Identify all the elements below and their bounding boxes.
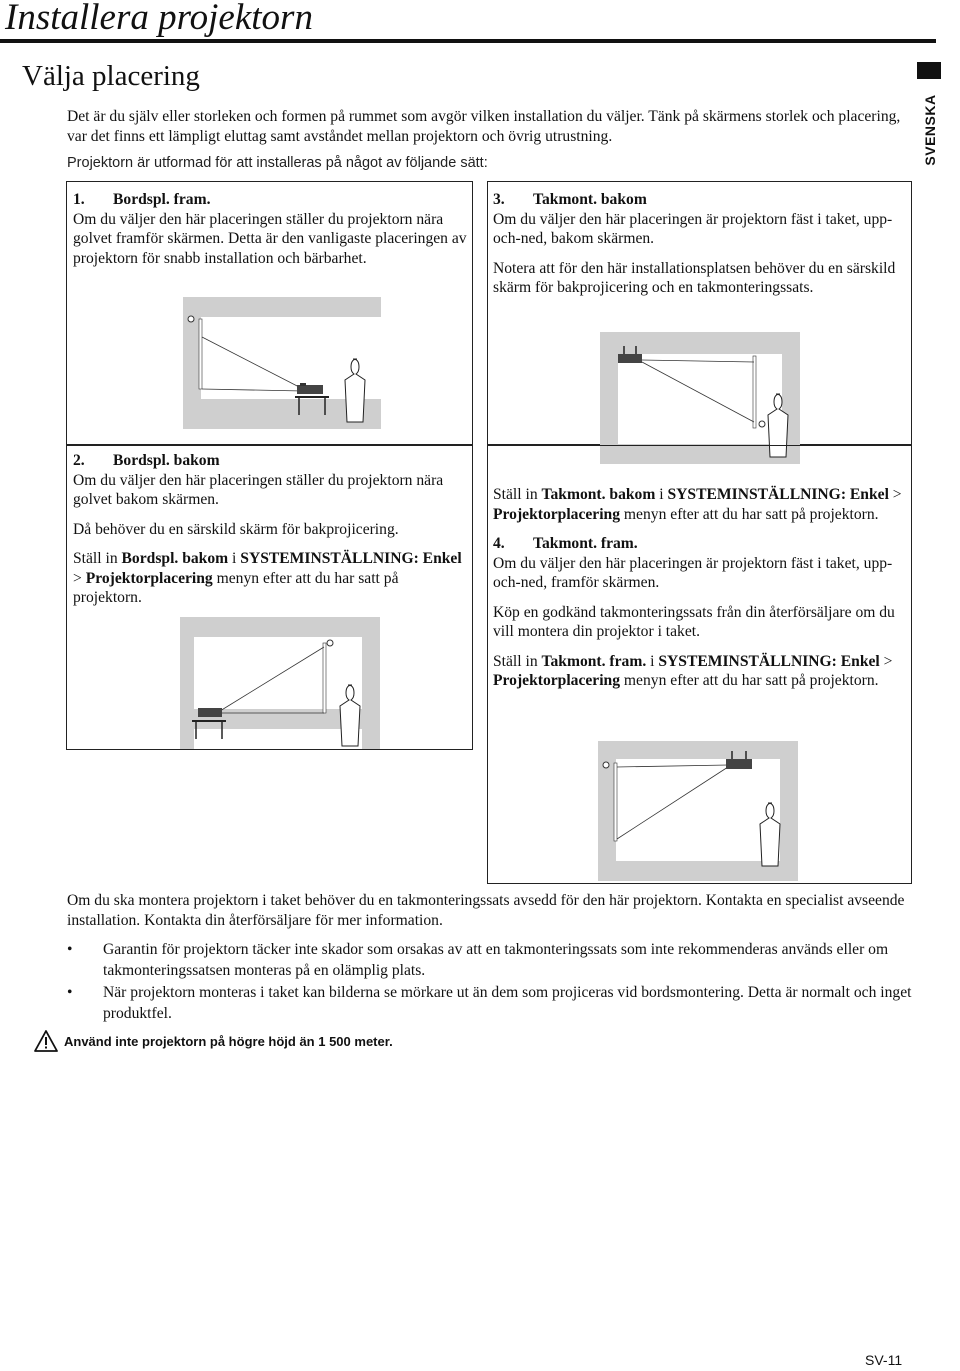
floor-rear-diagram	[180, 617, 380, 749]
intro-paragraph: Det är du själv eller storleken och formen på rummet som avgör vilken installation du väljer. Tänk på skärmens storlek och placering, var det finns ett lämpligt eluttag samt avståndet mellan projektorn och övrig utrustning.	[67, 108, 901, 145]
floor-front-diagram	[183, 297, 383, 429]
option-3-description: Om du väljer den här placeringen är projektorn fäst i taket, upp-och-ned, bakom skärmen.	[493, 210, 893, 247]
option-4-description: Om du väljer den här placeringen är projektorn fäst i taket, upp-och-ned, framför skärmen.	[493, 554, 893, 591]
option-4-title: 4. Takmont. fram.	[493, 535, 638, 552]
option-1-description: Om du väljer den här placeringen ställer du projektorn nära golvet framför skärmen. Detta är den vanligaste placeringen av projektorn för snabb installation och bärbarhet.	[73, 210, 467, 267]
language-tab-marker	[917, 62, 941, 79]
page-title: Installera projektorn	[5, 0, 313, 38]
option-2-title: 2. Bordspl. bakom	[73, 452, 220, 469]
option-3-title: 3. Takmont. bakom	[493, 191, 647, 208]
ceiling-front-diagram	[598, 741, 798, 881]
option-2-text	[73, 451, 468, 618]
option-2-description: Om du väljer den här placeringen ställer du projektorn nära golvet bakom skärmen.	[73, 471, 444, 508]
option-4-note: Köp en godkänd takmonteringssats från din återförsäljare om du vill montera din projektor i taket.	[493, 603, 895, 640]
option-1-title: 1. Bordspl. fram.	[73, 191, 211, 208]
option-3-note: Notera att för den här installationsplatsen behöver du en särskild skärm för bakprojicering och en takmonteringssats.	[493, 259, 896, 296]
option-3-text	[493, 190, 905, 308]
bullet-marker: •	[67, 984, 73, 1001]
warning-text: Använd inte projektorn på högre höjd än 1 500 meter.	[64, 1033, 393, 1049]
altitude-warning	[34, 1030, 393, 1055]
list-item: • När projektorn monteras i taket kan bilderna se mörkare ut än dem som projiceras vid bordsmontering. Detta är normalt och inget produktfel.	[67, 984, 912, 1022]
warranty-bullets	[67, 940, 917, 1026]
page-number: SV-11	[865, 1352, 903, 1368]
option-4-setting: Ställ in Takmont. fram. i SYSTEMINSTÄLLNING: Enkel > Projektorplacering menyn efter att du har satt på projektorn.	[493, 652, 893, 689]
option-1-text	[73, 190, 468, 278]
list-item: • Garantin för projektorn täcker inte skador som orsakas av att en takmonteringssats som inte rekommenderas används eller om takmonteringssatsen monteras på en olämplig plats.	[67, 941, 889, 979]
option-2-note: Då behöver du en särskild skärm för bakprojicering.	[73, 520, 399, 538]
option-3-setting: Ställ in Takmont. bakom i SYSTEMINSTÄLLNING: Enkel > Projektorplacering menyn efter att du har satt på projektorn.	[493, 486, 902, 523]
option-4-text	[493, 485, 905, 701]
option-2-setting: Ställ in Bordspl. bakom i SYSTEMINSTÄLLNING: Enkel > Projektorplacering menyn efter att du har satt på projektorn.	[73, 550, 462, 606]
ceiling-mount-note: Om du ska montera projektorn i taket behöver du en takmonteringssats avsedd för den här projektorn. Kontakta en specialist avseende installation. Kontakta din återförsäljare för mer information.	[67, 892, 905, 929]
language-tab-label: SVENSKA	[922, 94, 938, 166]
section-title: Välja placering	[22, 60, 200, 92]
language-tab	[917, 62, 945, 166]
bullet-marker: •	[67, 941, 73, 958]
title-rule	[0, 39, 936, 43]
intro-lead: Projektorn är utformad för att installeras på något av följande sätt:	[67, 155, 488, 171]
warning-triangle-icon	[34, 1030, 58, 1055]
